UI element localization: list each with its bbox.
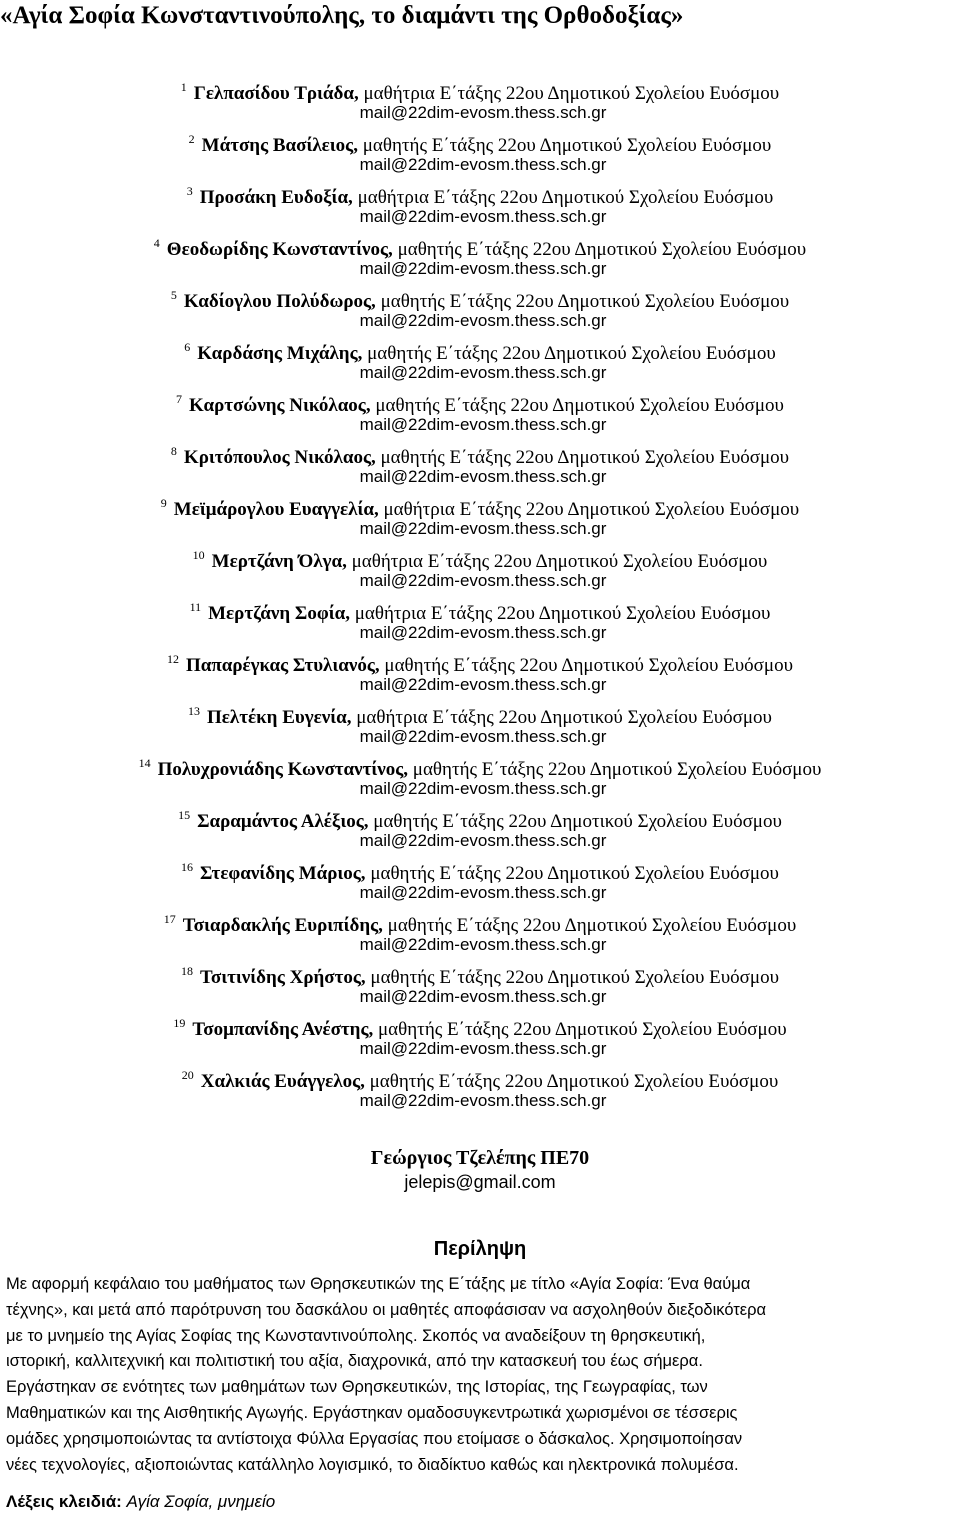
- author-email: mail@22dim-evosm.thess.sch.gr: [359, 1091, 607, 1110]
- author-name: Γελπασίδου Τριάδα,: [193, 83, 359, 104]
- supervisor-email: jelepis@gmail.com: [404, 1172, 556, 1192]
- author-email: mail@22dim-evosm.thess.sch.gr: [359, 987, 607, 1006]
- author-name: Μάτσης Βασίλειος,: [201, 135, 358, 156]
- author-name: Μεϊμάρογλου Ευαγγελία,: [173, 499, 379, 520]
- author-role: μαθητής Ε΄τάξης 22ου Δημοτικού Σχολείου Ευόσμου: [412, 759, 822, 780]
- author-number: 14: [138, 756, 151, 770]
- author-number: 6: [184, 340, 191, 354]
- author-name: Καρδάσης Μιχάλης,: [197, 343, 363, 364]
- author-number: 7: [176, 392, 183, 406]
- author-list: [0, 74, 960, 1114]
- author-role: μαθήτρια Ε΄τάξης 22ου Δημοτικού Σχολείου Ευόσμου: [354, 603, 771, 624]
- author-role: μαθήτρια Ε΄τάξης 22ου Δημοτικού Σχολείου Ευόσμου: [363, 83, 780, 104]
- author-line: [0, 698, 960, 728]
- author-role: μαθητής Ε΄τάξης 22ου Δημοτικού Σχολείου Ευόσμου: [367, 343, 776, 364]
- author-role: μαθήτρια Ε΄τάξης 22ου Δημοτικού Σχολείου Ευόσμου: [351, 551, 768, 572]
- author-email: mail@22dim-evosm.thess.sch.gr: [359, 467, 607, 486]
- author-entry: [0, 802, 960, 854]
- author-email: mail@22dim-evosm.thess.sch.gr: [359, 207, 607, 226]
- author-email: mail@22dim-evosm.thess.sch.gr: [359, 311, 607, 330]
- author-name: Χαλκιάς Ευάγγελος,: [200, 1071, 365, 1092]
- author-entry: [0, 854, 960, 906]
- author-email: mail@22dim-evosm.thess.sch.gr: [359, 103, 607, 122]
- author-line: [0, 906, 960, 936]
- author-line: [0, 490, 960, 520]
- author-entry: [0, 490, 960, 542]
- author-entry: [0, 126, 960, 178]
- author-entry: [0, 958, 960, 1010]
- author-line: [0, 74, 960, 104]
- author-entry: [0, 698, 960, 750]
- author-entry: [0, 542, 960, 594]
- author-name: Πολυχρονιάδης Κωνσταντίνος,: [157, 759, 409, 780]
- author-email: mail@22dim-evosm.thess.sch.gr: [359, 935, 607, 954]
- abstract-text: [6, 1272, 956, 1478]
- keywords-line: [6, 1492, 275, 1512]
- author-name: Μερτζάνη Σοφία,: [208, 603, 350, 624]
- author-line: [0, 802, 960, 832]
- author-line: [0, 438, 960, 468]
- author-number: 11: [189, 600, 202, 614]
- abstract-line: Μαθηματικών και της Αισθητικής Αγωγής. Εργάστηκαν ομαδοσυγκεντρωτικά χωρισμένοι σε τέσσερις: [6, 1403, 738, 1422]
- author-role: μαθητής Ε΄τάξης 22ου Δημοτικού Σχολείου Ευόσμου: [380, 447, 790, 468]
- author-entry: [0, 750, 960, 802]
- author-email: mail@22dim-evosm.thess.sch.gr: [359, 363, 607, 382]
- author-entry: [0, 646, 960, 698]
- author-name: Κριτόπουλος Νικόλαος,: [183, 447, 376, 468]
- author-number: 19: [173, 1016, 186, 1030]
- paper-title: «Αγία Σοφία Κωνσταντινούπολης, το διαμάντι της Ορθοδοξίας»: [0, 2, 684, 29]
- author-email: mail@22dim-evosm.thess.sch.gr: [359, 519, 607, 538]
- author-entry: [0, 386, 960, 438]
- author-role: μαθητής Ε΄τάξης 22ου Δημοτικού Σχολείου Ευόσμου: [387, 915, 797, 936]
- author-entry: [0, 334, 960, 386]
- author-entry: [0, 594, 960, 646]
- author-email: mail@22dim-evosm.thess.sch.gr: [359, 675, 607, 694]
- author-name: Καδίογλου Πολύδωρος,: [183, 291, 376, 312]
- author-line: [0, 230, 960, 260]
- abstract-line: Εργάστηκαν σε ενότητες των μαθημάτων των Θρησκευτικών, της Ιστορίας, της Γεωγραφίας, των: [6, 1378, 708, 1397]
- abstract-heading: Περίληψη: [433, 1238, 527, 1260]
- author-number: 20: [181, 1068, 194, 1082]
- author-entry: [0, 438, 960, 490]
- author-email: mail@22dim-evosm.thess.sch.gr: [359, 259, 607, 278]
- author-number: 13: [188, 704, 201, 718]
- author-number: 18: [180, 964, 193, 978]
- author-email: mail@22dim-evosm.thess.sch.gr: [359, 831, 607, 850]
- author-number: 15: [178, 808, 191, 822]
- author-entry: [0, 1062, 960, 1114]
- author-role: μαθητής Ε΄τάξης 22ου Δημοτικού Σχολείου Ευόσμου: [378, 1019, 787, 1040]
- author-email: mail@22dim-evosm.thess.sch.gr: [359, 155, 607, 174]
- abstract-line: τέχνης», και μετά από παρότρυνση του δασκάλου οι μαθητές αποφάσισαν να ασχοληθούν διεξοδικότερα: [6, 1300, 767, 1319]
- author-line: [0, 958, 960, 988]
- author-email: mail@22dim-evosm.thess.sch.gr: [359, 571, 607, 590]
- author-role: μαθητής Ε΄τάξης 22ου Δημοτικού Σχολείου Ευόσμου: [362, 135, 772, 156]
- author-line: [0, 386, 960, 416]
- author-name: Τσιαρδακλής Ευριπίδης,: [182, 915, 383, 936]
- author-role: μαθήτρια Ε΄τάξης 22ου Δημοτικού Σχολείου Ευόσμου: [356, 707, 772, 728]
- author-entry: [0, 230, 960, 282]
- author-role: μαθητής Ε΄τάξης 22ου Δημοτικού Σχολείου Ευόσμου: [369, 1071, 779, 1092]
- author-role: μαθητής Ε΄τάξης 22ου Δημοτικού Σχολείου Ευόσμου: [397, 239, 807, 260]
- author-name: Παπαρέγκας Στυλιανός,: [185, 655, 380, 676]
- author-number: 9: [160, 496, 167, 510]
- author-number: 10: [192, 548, 205, 562]
- author-line: [0, 646, 960, 676]
- author-role: μαθήτρια Ε΄τάξης 22ου Δημοτικού Σχολείου Ευόσμου: [357, 187, 774, 208]
- author-email: mail@22dim-evosm.thess.sch.gr: [359, 415, 607, 434]
- author-entry: [0, 178, 960, 230]
- author-number: 17: [163, 912, 176, 926]
- author-number: 4: [153, 236, 160, 250]
- author-email: mail@22dim-evosm.thess.sch.gr: [359, 623, 607, 642]
- author-role: μαθητής Ε΄τάξης 22ου Δημοτικού Σχολείου Ευόσμου: [384, 655, 794, 676]
- author-name: Καρτσώνης Νικόλαος,: [189, 395, 371, 416]
- supervisor-block: [0, 1146, 960, 1194]
- supervisor-name: Γεώργιος Τζελέπης ΠΕ70: [370, 1147, 590, 1169]
- author-name: Πελτέκη Ευγενία,: [207, 707, 352, 728]
- author-role: μαθητής Ε΄τάξης 22ου Δημοτικού Σχολείου Ευόσμου: [370, 863, 779, 884]
- abstract-line: με το μνημείο της Αγίας Σοφίας της Κωνσταντινούπολης. Σκοπός να αναδείξουν τη θρησκευτική,: [6, 1326, 706, 1345]
- author-email: mail@22dim-evosm.thess.sch.gr: [359, 779, 607, 798]
- author-line: [0, 178, 960, 208]
- author-name: Σαραμάντος Αλέξιος,: [197, 811, 369, 832]
- author-line: [0, 750, 960, 780]
- author-role: μαθητής Ε΄τάξης 22ου Δημοτικού Σχολείου Ευόσμου: [370, 967, 780, 988]
- author-number: 3: [186, 184, 193, 198]
- author-email: mail@22dim-evosm.thess.sch.gr: [359, 727, 607, 746]
- author-line: [0, 594, 960, 624]
- author-role: μαθητής Ε΄τάξης 22ου Δημοτικού Σχολείου Ευόσμου: [380, 291, 790, 312]
- author-number: 8: [170, 444, 177, 458]
- author-name: Τσιτινίδης Χρήστος,: [199, 967, 366, 988]
- author-role: μαθητής Ε΄τάξης 22ου Δημοτικού Σχολείου Ευόσμου: [375, 395, 784, 416]
- author-name: Προσάκη Ευδοξία,: [199, 187, 353, 208]
- author-email: mail@22dim-evosm.thess.sch.gr: [359, 1039, 607, 1058]
- abstract-line: ομάδες χρησιμοποιώντας τα αντίστοιχα Φύλλα Εργασίας που ετοίμασε ο δάσκαλος. Χρησιμοποίησαν: [6, 1429, 743, 1448]
- keywords-value: Αγία Σοφία, μνημείο: [126, 1492, 276, 1511]
- author-number: 12: [166, 652, 179, 666]
- author-line: [0, 282, 960, 312]
- author-entry: [0, 282, 960, 334]
- author-role: μαθητής Ε΄τάξης 22ου Δημοτικού Σχολείου Ευόσμου: [373, 811, 782, 832]
- author-entry: [0, 906, 960, 958]
- author-name: Στεφανίδης Μάριος,: [200, 863, 366, 884]
- author-line: [0, 1062, 960, 1092]
- author-number: 5: [170, 288, 177, 302]
- author-line: [0, 1010, 960, 1040]
- author-line: [0, 334, 960, 364]
- author-number: 1: [180, 80, 187, 94]
- author-entry: [0, 74, 960, 126]
- keywords-label: Λέξεις κλειδιά:: [6, 1492, 122, 1511]
- author-name: Τσομπανίδης Ανέστης,: [192, 1019, 374, 1040]
- author-name: Μερτζάνη Όλγα,: [211, 551, 347, 572]
- abstract-line: Με αφορμή κεφάλαιο του μαθήματος των Θρησκευτικών της Ε΄τάξης με τίτλο «Αγία Σοφία: Ένα θαύμα: [6, 1275, 751, 1293]
- author-line: [0, 854, 960, 884]
- author-number: 16: [181, 860, 194, 874]
- author-entry: [0, 1010, 960, 1062]
- author-role: μαθήτρια Ε΄τάξης 22ου Δημοτικού Σχολείου Ευόσμου: [383, 499, 800, 520]
- author-name: Θεοδωρίδης Κωνσταντίνος,: [166, 239, 393, 260]
- author-line: [0, 126, 960, 156]
- author-email: mail@22dim-evosm.thess.sch.gr: [359, 883, 607, 902]
- abstract-line: νέες τεχνολογίες, αξιοποιώντας κατάλληλο λογισμικό, το διαδίκτυο καθώς και ηλεκτρονικά πολυμέσα.: [6, 1455, 739, 1474]
- abstract-line: ιστορική, καλλιτεχνική και πολιτιστική του αξία, διαχρονικά, από την κατασκευή του έως σήμερα.: [6, 1352, 703, 1371]
- author-line: [0, 542, 960, 572]
- author-number: 2: [188, 132, 195, 146]
